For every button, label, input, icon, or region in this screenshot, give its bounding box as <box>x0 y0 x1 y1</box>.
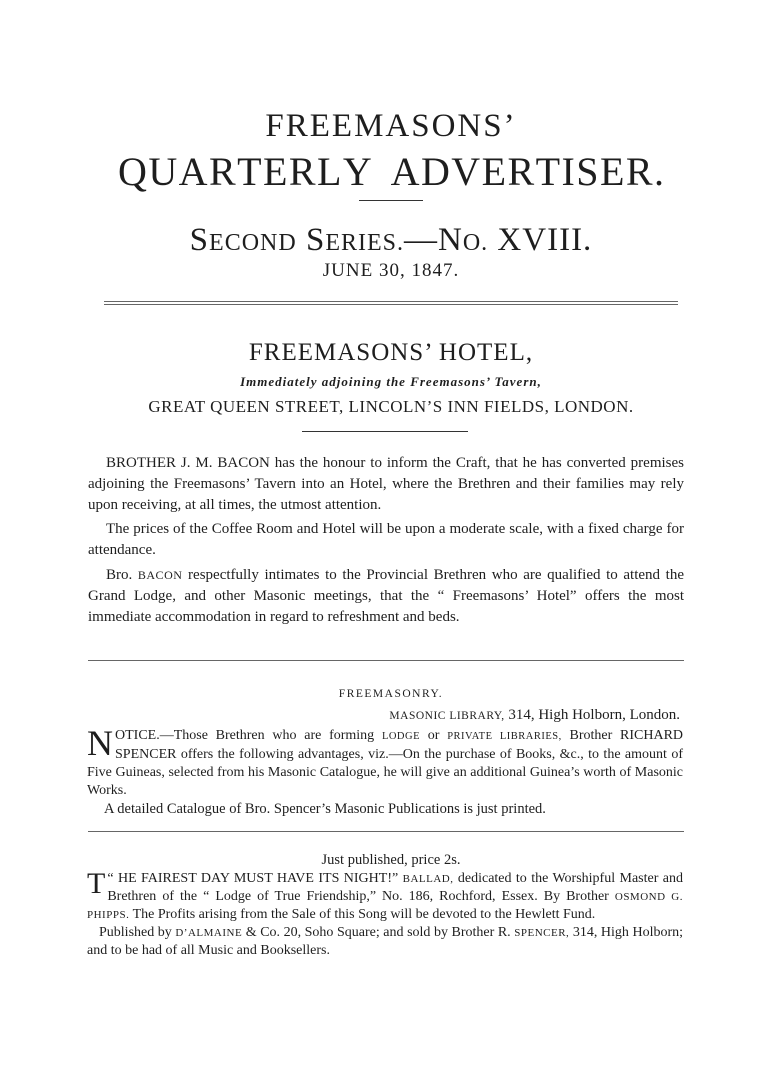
masthead-letter: Q <box>118 149 147 194</box>
masthead-letter: I <box>561 149 575 194</box>
library-ad-notice: NOTICE.—Those Brethren who are forming LODGE or PRIVATE LIBRARIES, Brother RICHARD SPENCER offers the following advantages, viz.—On the purchase of Books, &c., to the amount of Five Guineas, selected from his Masonic Catalogue, he will give an additional Guinea’s worth of Masonic Works. <box>87 723 684 798</box>
masthead-letter: L <box>316 149 342 194</box>
masthead-letter: D <box>420 149 450 194</box>
hotel-ad-paragraph-1: BROTHER J. M. BACON has the honour to inform the Craft, that he has converted premises adjoining the Freemasons’ Tavern into an Hotel, where the Brethren and their families may rely upon receiving, at all times, the utmost attention. <box>88 455 684 513</box>
ballad-dropcap: T <box>87 867 106 900</box>
masthead-letter: T <box>237 149 262 194</box>
header-divider-bottom <box>104 304 678 305</box>
hotel-ad-paragraph-2: The prices of the Coffee Room and Hotel will be upon a moderate scale, with a fixed charge for attendance. <box>88 521 684 558</box>
masthead-letter: . <box>653 149 664 194</box>
library-ad-heading: FREEMASONRY. <box>338 688 444 700</box>
masthead-letter: E <box>262 149 288 194</box>
title-rule <box>359 200 423 201</box>
notice-dropcap: N <box>87 723 113 763</box>
masthead-subtitle <box>118 148 664 195</box>
masthead-letter <box>373 148 389 195</box>
issue-date: JUNE 30, 1847. <box>322 260 460 281</box>
library-ad-catalogue: A detailed Catalogue of Bro. Spencer’s Masonic Publications is just printed. <box>104 801 546 817</box>
masthead-title: FREEMASONS’ <box>265 108 517 144</box>
section-divider-1 <box>88 660 684 661</box>
library-ad-address: MASONIC LIBRARY, 314, High Holborn, London. <box>389 707 680 723</box>
header-divider-top <box>104 301 678 302</box>
masthead-letter: R <box>507 149 535 194</box>
hotel-ad-address: GREAT QUEEN STREET, LINCOLN’S INN FIELDS, LONDON. <box>148 397 634 416</box>
masthead-letter: R <box>208 149 236 194</box>
hotel-rule <box>302 431 468 432</box>
series-number: SECOND SERIES.—NO. XVIII. <box>189 222 593 258</box>
masthead-letter: R <box>288 149 316 194</box>
masthead-letter: E <box>599 149 625 194</box>
masthead-letter: Y <box>342 149 372 194</box>
masthead-letter: U <box>148 149 178 194</box>
hotel-ad-title: FREEMASONS’ HOTEL, <box>248 339 534 366</box>
masthead-letter: E <box>481 149 507 194</box>
hotel-ad-subtitle: Immediately adjoining the Freemasons’ Tavern, <box>240 374 542 389</box>
ballad-ad-publisher: Published by D’ALMAINE & Co. 20, Soho Square; and sold by Brother R. SPENCER, 314, High Holborn; and to be had of all Music and Booksellers. <box>87 925 684 958</box>
ballad-ad-price: Just published, price 2s. <box>321 852 461 868</box>
hotel-ad-paragraph-3: Bro. BACON respectfully intimates to the Provincial Brethren who are qualified to attend the Grand Lodge, and other Masonic meetings, that the “ Freemasons’ Hotel” offers the most immediate accommodation in regard to refreshment and beds. <box>88 567 685 625</box>
masthead-letter: R <box>625 149 653 194</box>
masthead-letter: A <box>178 149 208 194</box>
masthead-letter: V <box>451 149 481 194</box>
ballad-ad-text: “ T HE FAIREST DAY MUST HAVE ITS NIGHT!” BALLAD, dedicated to the Worshipful Master and Brethren of the “ Lodge of True Friendship,” No. 186, Rochford, Essex. By Brother OSMOND G. PHIPPS. The Profits arising from the Sale of this Song will be devoted to the Hewlett Fund. Published by D’ALMAINE & Co. 20, Soho Square; and sold by Brother R. SPENCER, 314, High Holborn; and to be had of all Music and Booksellers. <box>87 867 684 958</box>
masthead-letter: S <box>576 149 599 194</box>
section-divider-2 <box>88 831 684 832</box>
masthead-letter: A <box>390 149 420 194</box>
masthead-letter: T <box>535 149 561 194</box>
